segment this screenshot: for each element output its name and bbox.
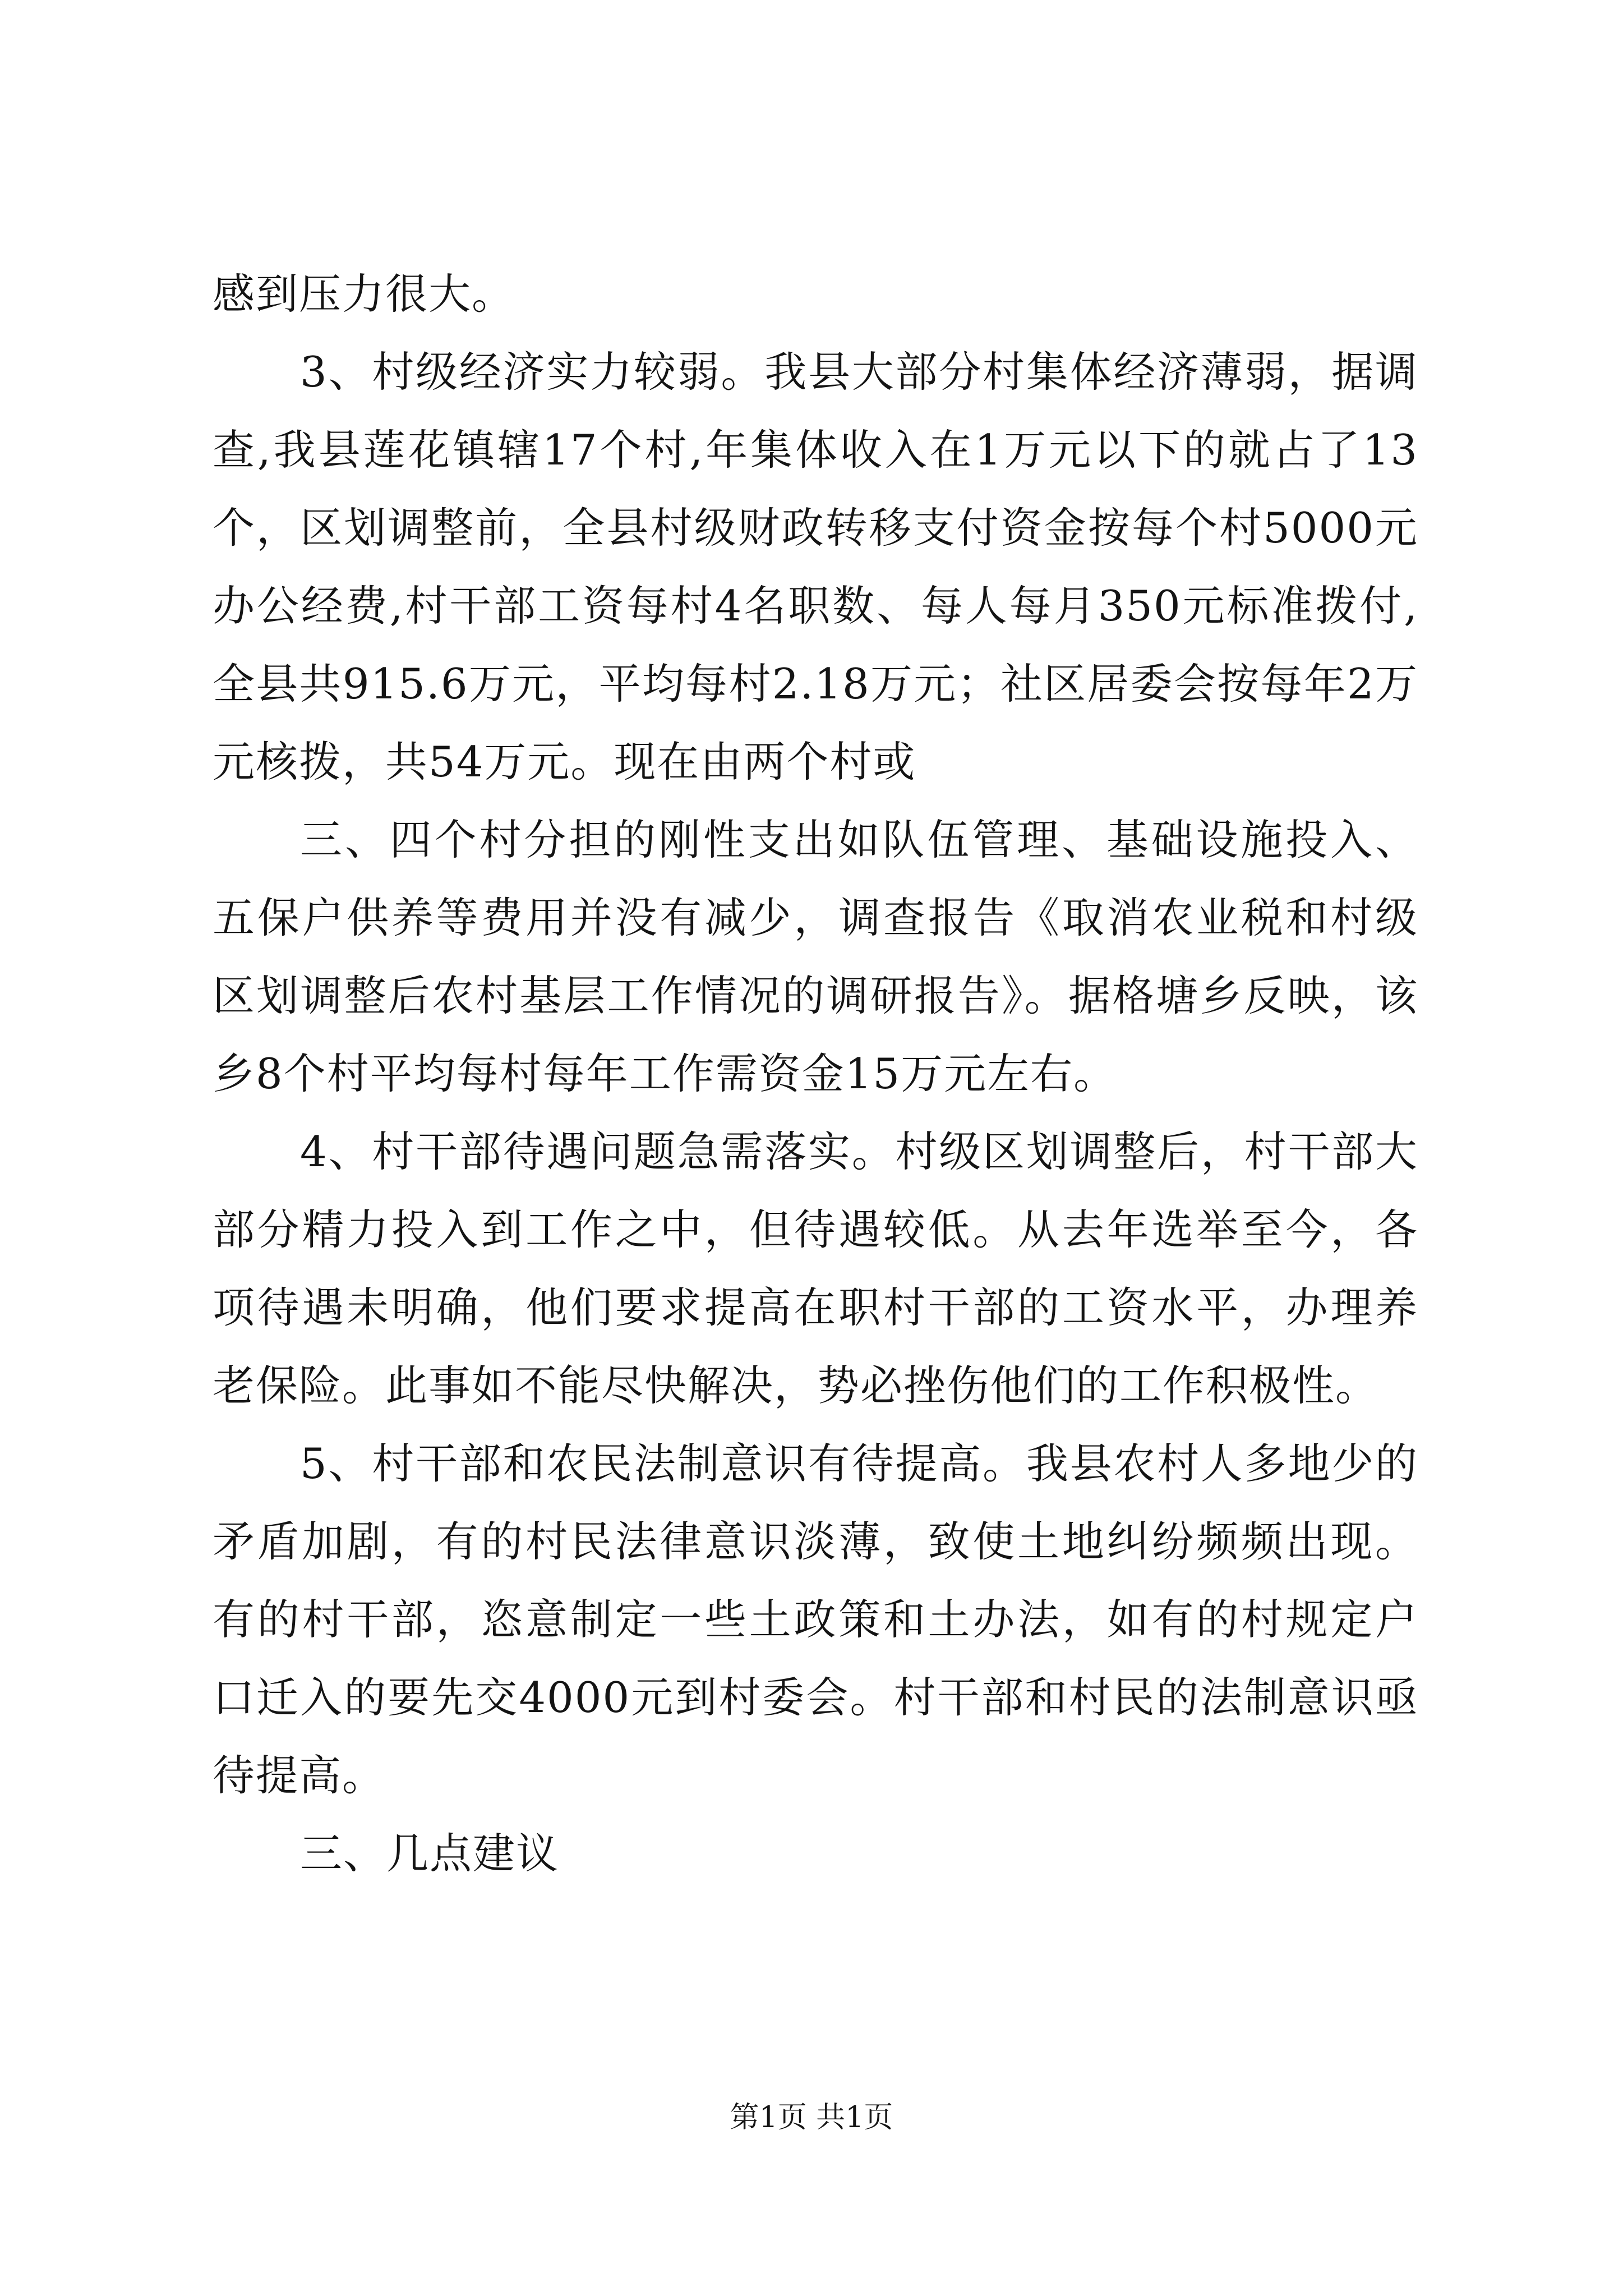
page-footer: 第1页 共1页 — [730, 2101, 893, 2134]
section-heading-suggestions: 三、几点建议 — [300, 1829, 560, 1878]
paragraph-economic-strength: 3、村级经济实力较弱。我县大部分村集体经济薄弱，据调查,我县莲花镇辖17个村,年集体收入在1万元以下的就占了13个，区划调整前，全县村级财政转移支付资金按每个村5000元办公经费,村干部工资每村4名职数、每人每月350元标准拨付,全县共915.6万元，平均每村2.18万元；社区居委会按每年2万元核拨，共54万元。现在由两个村或 — [213, 347, 1418, 786]
paragraph-cadre-treatment: 4、村干部待遇问题急需落实。村级区划调整后，村干部大部分精力投入到工作之中，但待遇较低。从去年选举至今，各项待遇未明确，他们要求提高在职村干部的工资水平，办理养老保险。此事如不能尽快解决，势必挫伤他们的工作积极性。 — [213, 1127, 1418, 1410]
paragraph-continuation: 感到压力很大。 — [213, 269, 515, 319]
paragraph-legal-awareness: 5、村干部和农民法制意识有待提高。我县农村人多地少的矛盾加剧，有的村民法律意识淡薄，致使土地纠纷频频出现。有的村干部，恣意制定一些土政策和土办法，如有的村规定户口迁入的要先交4000元到村委会。村干部和村民的法制意识亟待提高。 — [213, 1439, 1418, 1800]
document-body — [213, 255, 1418, 1893]
paragraph-rigid-expenditure: 三、四个村分担的刚性支出如队伍管理、基础设施投入、五保户供养等费用并没有减少，调查报告《取消农业税和村级区划调整后农村基层工作情况的调研报告》。据格塘乡反映，该乡8个村平均每村每年工作需资金15万元左右。 — [213, 815, 1418, 1098]
